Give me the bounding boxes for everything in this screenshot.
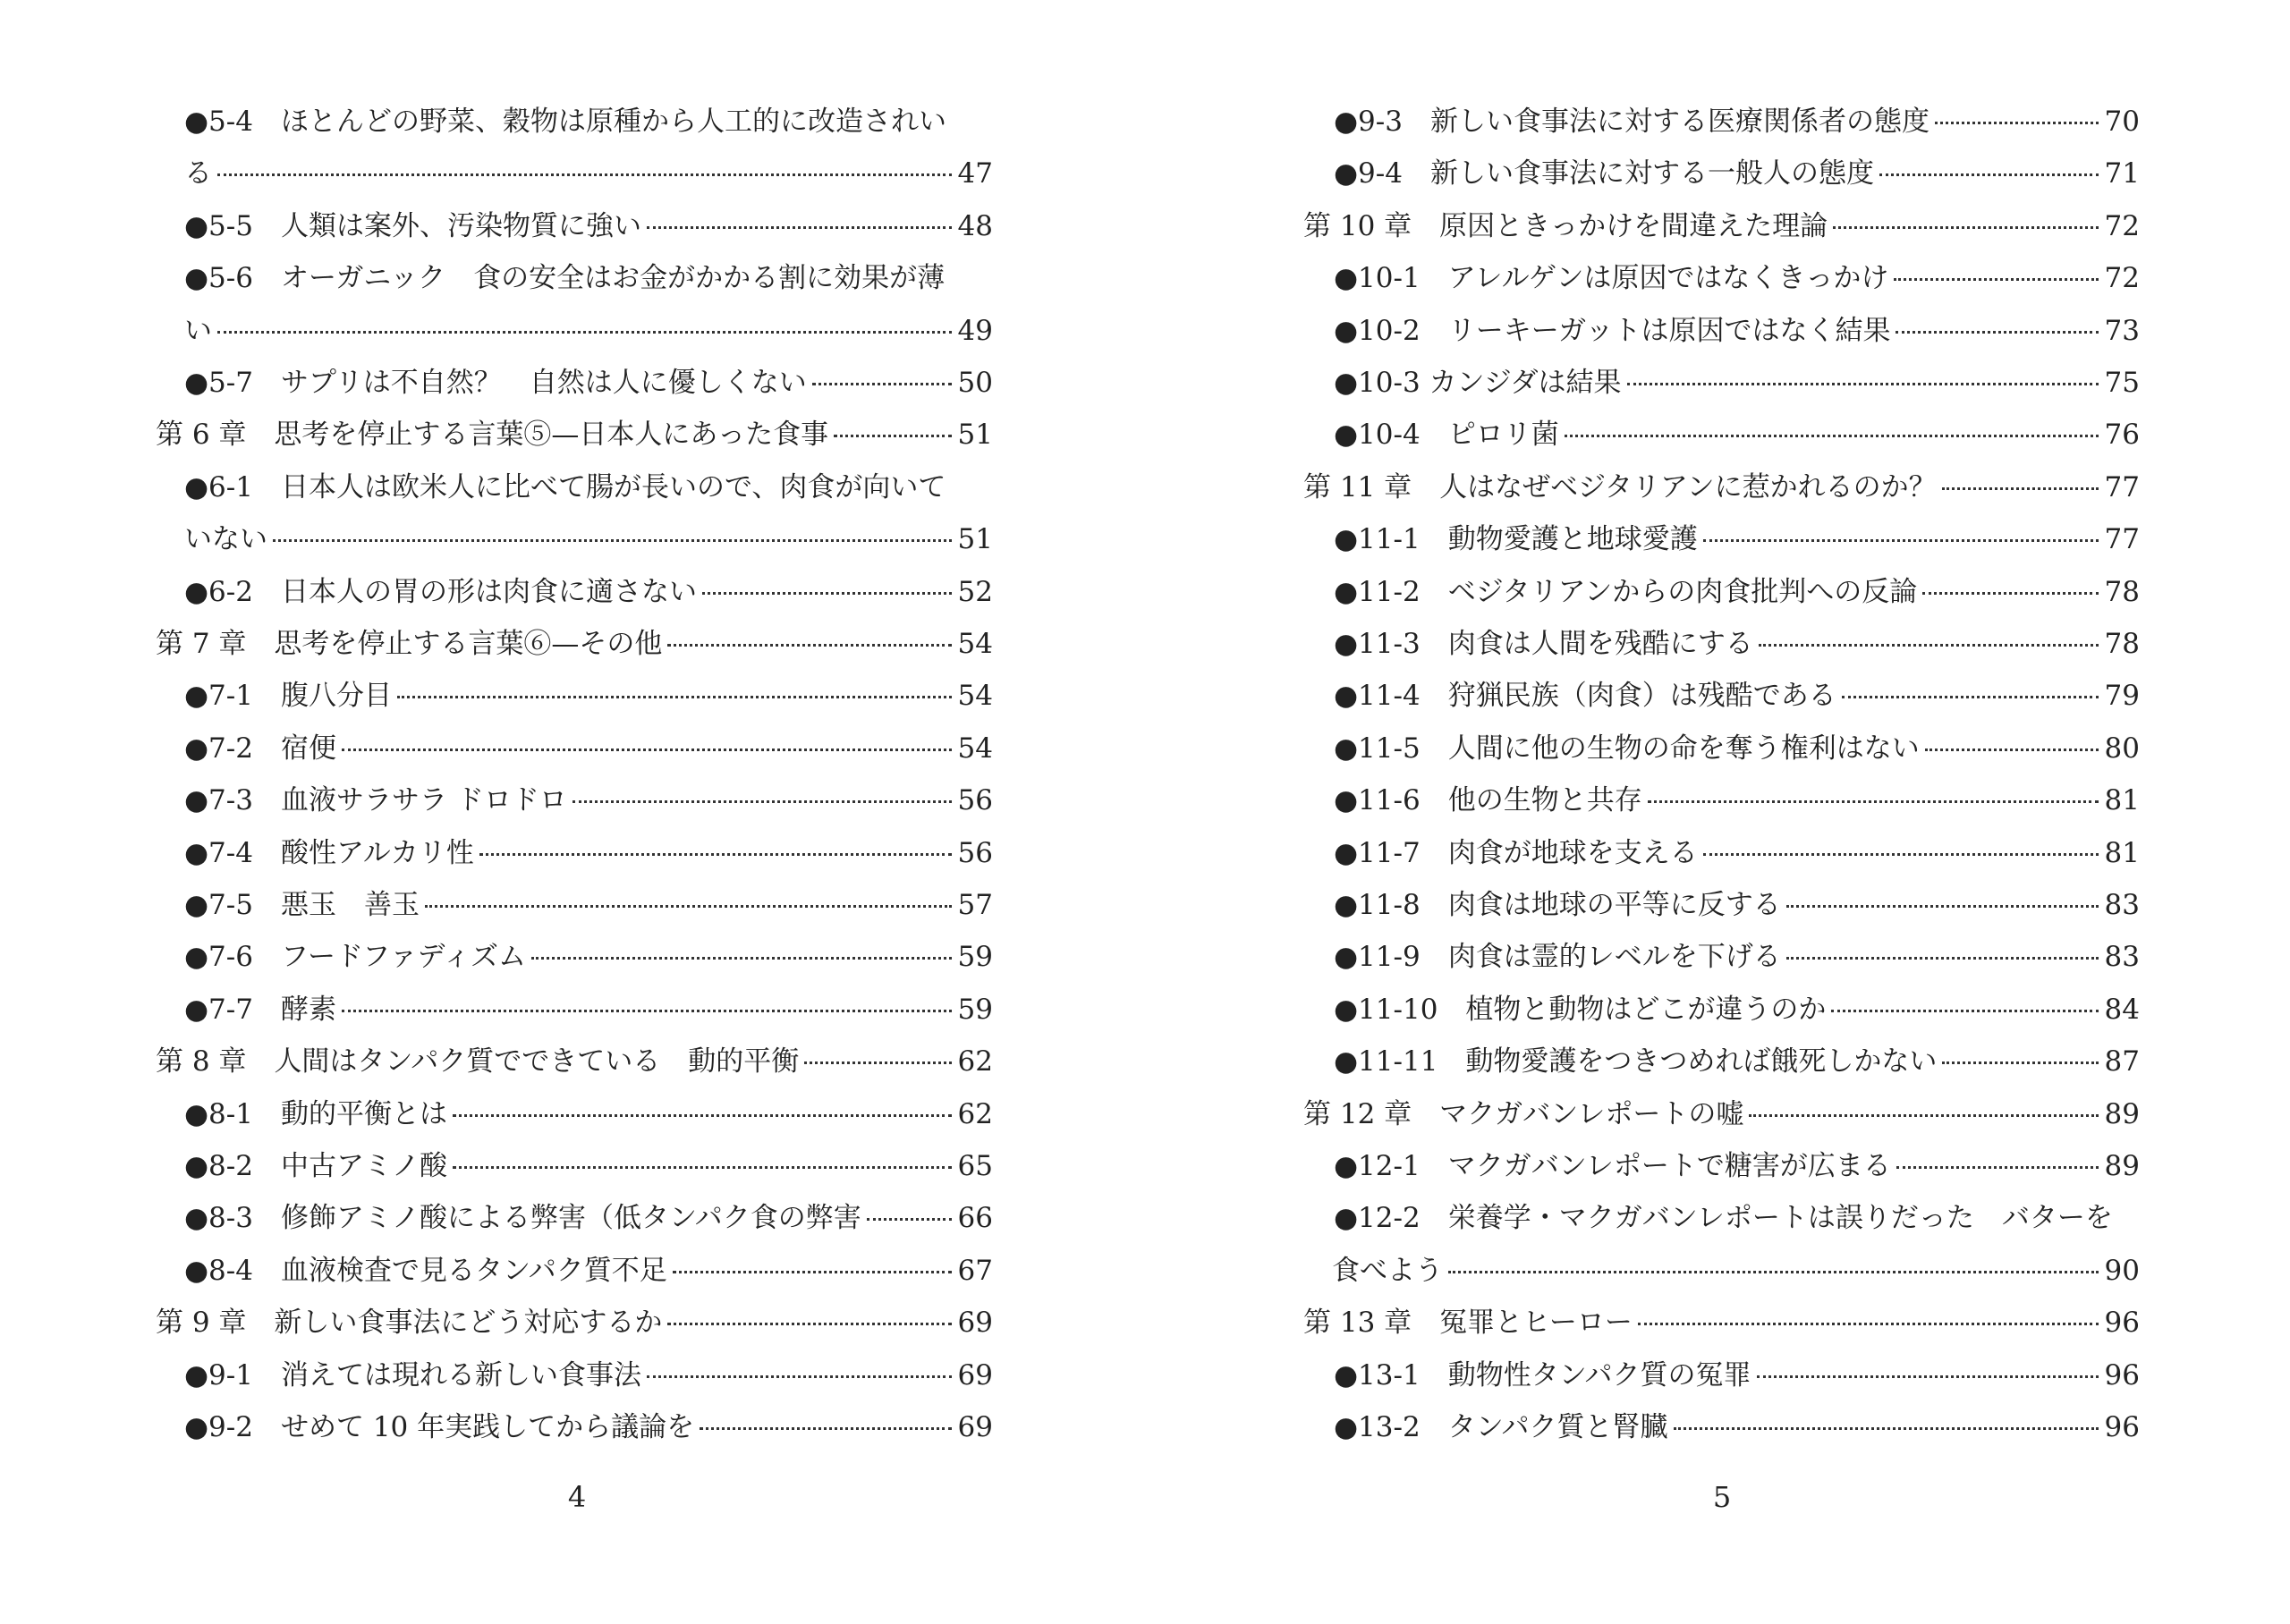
dot-leader bbox=[1894, 278, 2099, 281]
toc-entry[interactable] bbox=[1334, 935, 2140, 978]
toc-page-number: 84 bbox=[2104, 993, 2140, 1026]
dot-leader bbox=[667, 644, 952, 647]
dot-leader bbox=[1896, 1166, 2099, 1169]
toc-entry[interactable] bbox=[1334, 518, 2140, 561]
toc-title: ●13-2 タンパク質と腎臓 bbox=[1334, 1411, 1668, 1443]
dot-leader bbox=[1925, 749, 2099, 751]
toc-entry[interactable] bbox=[1334, 674, 2140, 717]
toc-page-number: 51 bbox=[957, 523, 993, 556]
dot-leader bbox=[1935, 122, 2099, 124]
toc-title: いない bbox=[184, 523, 267, 556]
dot-leader bbox=[702, 592, 952, 595]
toc-page-number: 70 bbox=[2104, 106, 2140, 138]
toc-title: ●11-4 狩猟民族（肉食）は残酷である bbox=[1334, 680, 1836, 713]
dot-leader bbox=[217, 173, 952, 176]
toc-entry[interactable] bbox=[1334, 152, 2140, 195]
toc-page-number: 69 bbox=[957, 1307, 993, 1340]
toc-page-number: 57 bbox=[957, 889, 993, 921]
toc-entry[interactable] bbox=[184, 518, 993, 561]
dot-leader bbox=[834, 435, 952, 437]
toc-title: ●5-5 人類は案外、汚染物質に強い bbox=[184, 209, 641, 242]
dot-leader bbox=[479, 853, 952, 856]
toc-page-number: 62 bbox=[957, 1097, 993, 1130]
toc-page-number: 87 bbox=[2104, 1045, 2140, 1078]
toc-entry[interactable] bbox=[1334, 100, 2140, 143]
toc-title: 第 13 章 冤罪とヒーロー bbox=[1303, 1307, 1633, 1340]
toc-entry[interactable] bbox=[1334, 413, 2140, 456]
dot-leader bbox=[1922, 592, 2099, 595]
toc-entry[interactable] bbox=[1334, 309, 2140, 352]
dot-leader bbox=[804, 1062, 952, 1064]
toc-title: ●9-1 消えては現れる新しい食事法 bbox=[184, 1358, 641, 1391]
toc-entry[interactable] bbox=[1334, 988, 2140, 1031]
toc-title: ●7-5 悪玉 善玉 bbox=[184, 889, 420, 921]
toc-title: ●6-2 日本人の胃の形は肉食に適さない bbox=[184, 575, 697, 608]
dot-leader bbox=[1942, 487, 2099, 490]
dot-leader bbox=[342, 749, 952, 751]
dot-leader bbox=[1942, 1062, 2099, 1064]
toc-entry[interactable] bbox=[184, 152, 993, 195]
dot-leader bbox=[667, 1323, 952, 1325]
dot-leader bbox=[812, 383, 952, 385]
dot-leader bbox=[1757, 1375, 2099, 1378]
dot-leader bbox=[1759, 644, 2099, 647]
toc-page-number: 56 bbox=[957, 836, 993, 869]
toc-title: ●11-6 他の生物と共存 bbox=[1334, 784, 1642, 817]
toc-entry[interactable] bbox=[1334, 727, 2140, 770]
toc-entry[interactable] bbox=[184, 1197, 993, 1239]
toc-chapter[interactable] bbox=[1303, 466, 2140, 509]
toc-title: ●11-10 植物と動物はどこが違うのか bbox=[1334, 993, 1827, 1026]
toc-title: ●11-5 人間に他の生物の命を奪う権利はない bbox=[1334, 732, 1920, 765]
toc-entry[interactable] bbox=[184, 1249, 993, 1292]
toc-title: 第 12 章 マクガバンレポートの嘘 bbox=[1303, 1097, 1744, 1130]
toc-entry[interactable] bbox=[184, 466, 993, 509]
toc-page-number: 83 bbox=[2104, 941, 2140, 974]
dot-leader bbox=[453, 1166, 952, 1169]
toc-title: ●7-2 宿便 bbox=[184, 732, 336, 765]
toc-entry[interactable] bbox=[184, 205, 993, 248]
toc-page-number: 77 bbox=[2104, 470, 2140, 503]
toc-page-number: 89 bbox=[2104, 1150, 2140, 1182]
toc-entry[interactable] bbox=[184, 571, 993, 613]
dot-leader bbox=[1648, 800, 2099, 803]
toc-title: ●10-2 リーキーガットは原因ではなく結果 bbox=[1334, 314, 1891, 347]
toc-page-number: 96 bbox=[2104, 1411, 2140, 1443]
toc-entry[interactable] bbox=[184, 100, 993, 143]
toc-page-number: 79 bbox=[2104, 680, 2140, 713]
page-number: 5 bbox=[1712, 1480, 1732, 1514]
toc-entry[interactable] bbox=[1334, 1040, 2140, 1083]
dot-leader bbox=[397, 696, 952, 698]
toc-entry[interactable] bbox=[184, 674, 993, 717]
dot-leader bbox=[1879, 173, 2099, 176]
dot-leader bbox=[1833, 226, 2099, 229]
toc-title: ●11-8 肉食は地球の平等に反する bbox=[1334, 889, 1781, 921]
toc-title: ●12-2 栄養学・マクガバンレポートは誤りだった バターを bbox=[1334, 1202, 2113, 1235]
dot-leader bbox=[425, 905, 952, 908]
toc-chapter[interactable] bbox=[1303, 1093, 2140, 1136]
toc-page-number: 71 bbox=[2104, 157, 2140, 190]
toc-page-number: 72 bbox=[2104, 209, 2140, 242]
toc-title: ●12-1 マクガバンレポートで糖害が広まる bbox=[1334, 1150, 1891, 1182]
toc-title: ●7-3 血液サラサラ ドロドロ bbox=[184, 784, 567, 817]
toc-page-number: 65 bbox=[957, 1150, 993, 1182]
toc-title: ●8-3 修飾アミノ酸による弊害（低タンパク食の弊害 bbox=[184, 1202, 861, 1235]
page-number: 4 bbox=[567, 1480, 587, 1514]
toc-entry[interactable] bbox=[184, 361, 993, 404]
toc-entry[interactable] bbox=[1334, 571, 2140, 613]
toc-page-number: 54 bbox=[957, 680, 993, 713]
dot-leader bbox=[700, 1427, 952, 1430]
toc-page-number: 50 bbox=[957, 367, 993, 399]
toc-page-number: 78 bbox=[2104, 628, 2140, 660]
toc-title: ●10-4 ピロリ菌 bbox=[1334, 419, 1559, 452]
toc-page-number: 90 bbox=[2104, 1254, 2140, 1287]
dot-leader bbox=[1831, 1010, 2099, 1012]
toc-page-number: 96 bbox=[2104, 1307, 2140, 1340]
toc-title: ●7-7 酵素 bbox=[184, 993, 336, 1026]
dot-leader bbox=[1638, 1323, 2099, 1325]
toc-page-number: 69 bbox=[957, 1411, 993, 1443]
toc-entry[interactable] bbox=[1334, 1406, 2140, 1449]
right-page bbox=[1145, 0, 2290, 1624]
toc-list bbox=[1145, 0, 2290, 1624]
toc-page-number: 75 bbox=[2104, 367, 2140, 399]
toc-page-number: 52 bbox=[957, 575, 993, 608]
toc-page-number: 81 bbox=[2104, 784, 2140, 817]
toc-entry[interactable] bbox=[1334, 884, 2140, 926]
toc-title: ●5-6 オーガニック 食の安全はお金がかかる割に効果が薄 bbox=[184, 262, 946, 295]
toc-page-number: 59 bbox=[957, 993, 993, 1026]
toc-chapter[interactable] bbox=[156, 1040, 993, 1083]
toc-title: 第 11 章 人はなぜベジタリアンに惹かれるのか？ bbox=[1303, 470, 1937, 503]
toc-title: ●5-7 サプリは不自然？ 自然は人に優しくない bbox=[184, 367, 807, 399]
toc-title: ●10-3 カンジダは結果 bbox=[1334, 367, 1622, 399]
toc-entry[interactable] bbox=[1334, 1354, 2140, 1397]
toc-title: 第 10 章 原因ときっかけを間違えた理論 bbox=[1303, 209, 1828, 242]
toc-page-number: 77 bbox=[2104, 523, 2140, 556]
toc-entry[interactable] bbox=[184, 1406, 993, 1449]
toc-chapter[interactable] bbox=[156, 413, 993, 456]
toc-page-number: 54 bbox=[957, 732, 993, 765]
dot-leader bbox=[273, 539, 952, 542]
toc-entry[interactable] bbox=[184, 832, 993, 875]
toc-title: る bbox=[184, 157, 212, 190]
dot-leader bbox=[572, 800, 952, 803]
toc-entry[interactable] bbox=[1334, 1145, 2140, 1188]
toc-page-number: 48 bbox=[957, 209, 993, 242]
toc-entry[interactable] bbox=[1334, 832, 2140, 875]
toc-title: ●8-1 動的平衡とは bbox=[184, 1097, 447, 1130]
toc-title: ●10-1 アレルゲンは原因ではなくきっかけ bbox=[1334, 262, 1889, 295]
toc-entry[interactable] bbox=[1334, 361, 2140, 404]
toc-title: ●8-4 血液検査で見るタンパク質不足 bbox=[184, 1254, 667, 1287]
toc-page-number: 83 bbox=[2104, 889, 2140, 921]
toc-title: ●11-7 肉食が地球を支える bbox=[1334, 836, 1698, 869]
toc-entry[interactable] bbox=[184, 1145, 993, 1188]
toc-title: ●7-1 腹八分目 bbox=[184, 680, 392, 713]
toc-chapter[interactable] bbox=[156, 1301, 993, 1344]
toc-entry[interactable] bbox=[184, 257, 993, 300]
toc-page-number: 80 bbox=[2104, 732, 2140, 765]
toc-entry[interactable] bbox=[184, 309, 993, 352]
toc-title: ●11-9 肉食は霊的レベルを下げる bbox=[1334, 941, 1781, 974]
toc-title: ●11-1 動物愛護と地球愛護 bbox=[1334, 523, 1698, 556]
dot-leader bbox=[1896, 331, 2099, 334]
toc-entry[interactable] bbox=[184, 988, 993, 1031]
toc-page-number: 72 bbox=[2104, 262, 2140, 295]
toc-title: 第 8 章 人間はタンパク質でできている 動的平衡 bbox=[156, 1045, 800, 1078]
dot-leader bbox=[217, 331, 952, 334]
toc-title: ●13-1 動物性タンパク質の冤罪 bbox=[1334, 1358, 1751, 1391]
dot-leader bbox=[647, 226, 952, 229]
toc-title: 第 9 章 新しい食事法にどう対応するか bbox=[156, 1307, 663, 1340]
toc-title: ●7-6 フードファディズム bbox=[184, 941, 527, 974]
toc-entry[interactable] bbox=[184, 935, 993, 978]
toc-chapter[interactable] bbox=[1303, 1301, 2140, 1344]
toc-entry[interactable] bbox=[184, 727, 993, 770]
dot-leader bbox=[453, 1114, 952, 1117]
dot-leader bbox=[1842, 696, 2099, 698]
toc-title: ●7-4 酸性アルカリ性 bbox=[184, 836, 474, 869]
toc-page-number: 56 bbox=[957, 784, 993, 817]
toc-page-number: 73 bbox=[2104, 314, 2140, 347]
toc-page-number: 59 bbox=[957, 941, 993, 974]
dot-leader bbox=[1786, 957, 2099, 960]
toc-title: ●6-1 日本人は欧米人に比べて腸が長いので、肉食が向いて bbox=[184, 470, 946, 503]
dot-leader bbox=[531, 957, 952, 960]
toc-entry[interactable] bbox=[1334, 257, 2140, 300]
toc-entry[interactable] bbox=[184, 779, 993, 822]
toc-title: ●9-3 新しい食事法に対する医療関係者の態度 bbox=[1334, 106, 1930, 138]
toc-title: 第 6 章 思考を停止する言葉⑤—日本人にあった食事 bbox=[156, 419, 829, 452]
toc-entry[interactable] bbox=[184, 1354, 993, 1397]
toc-title: ●5-4 ほとんどの野菜、穀物は原種から人工的に改造されい bbox=[184, 106, 946, 138]
toc-page-number: 96 bbox=[2104, 1358, 2140, 1391]
toc-page-number: 62 bbox=[957, 1045, 993, 1078]
toc-title: い bbox=[184, 314, 212, 347]
dot-leader bbox=[1448, 1271, 2099, 1273]
toc-page-number: 49 bbox=[957, 314, 993, 347]
toc-page-number: 81 bbox=[2104, 836, 2140, 869]
toc-page-number: 67 bbox=[957, 1254, 993, 1287]
toc-title: 第 7 章 思考を停止する言葉⑥—その他 bbox=[156, 628, 663, 660]
toc-entry[interactable] bbox=[1334, 779, 2140, 822]
toc-title: ●8-2 中古アミノ酸 bbox=[184, 1150, 447, 1182]
dot-leader bbox=[867, 1218, 952, 1221]
dot-leader bbox=[1674, 1427, 2099, 1430]
dot-leader bbox=[1749, 1114, 2099, 1117]
toc-entry[interactable] bbox=[184, 1093, 993, 1136]
toc-page-number: 76 bbox=[2104, 419, 2140, 452]
dot-leader bbox=[673, 1271, 952, 1273]
toc-page-number: 47 bbox=[957, 157, 993, 190]
dot-leader bbox=[1703, 853, 2099, 856]
toc-title: ●11-3 肉食は人間を残酷にする bbox=[1334, 628, 1753, 660]
toc-page-number: 54 bbox=[957, 628, 993, 660]
toc-page-number: 89 bbox=[2104, 1097, 2140, 1130]
toc-entry[interactable] bbox=[1332, 1249, 2140, 1292]
toc-title: ●11-11 動物愛護をつきつめれば餓死しかない bbox=[1334, 1045, 1938, 1078]
toc-page-number: 69 bbox=[957, 1358, 993, 1391]
toc-entry[interactable] bbox=[1334, 1197, 2140, 1239]
toc-page-number: 51 bbox=[957, 419, 993, 452]
toc-title: ●11-2 ベジタリアンからの肉食批判への反論 bbox=[1334, 575, 1918, 608]
toc-chapter[interactable] bbox=[156, 622, 993, 665]
toc-page-number: 66 bbox=[957, 1202, 993, 1235]
dot-leader bbox=[1565, 435, 2099, 437]
dot-leader bbox=[1786, 905, 2099, 908]
dot-leader bbox=[1627, 383, 2099, 385]
dot-leader bbox=[1703, 539, 2099, 542]
toc-title: ●9-2 せめて 10 年実践してから議論を bbox=[184, 1411, 695, 1443]
dot-leader bbox=[647, 1375, 952, 1378]
toc-title: ●9-4 新しい食事法に対する一般人の態度 bbox=[1334, 157, 1874, 190]
toc-chapter[interactable] bbox=[1303, 205, 2140, 248]
toc-entry[interactable] bbox=[1334, 622, 2140, 665]
toc-title: 食べよう bbox=[1332, 1254, 1443, 1287]
toc-page-number: 78 bbox=[2104, 575, 2140, 608]
dot-leader bbox=[342, 1010, 952, 1012]
toc-entry[interactable] bbox=[184, 884, 993, 926]
